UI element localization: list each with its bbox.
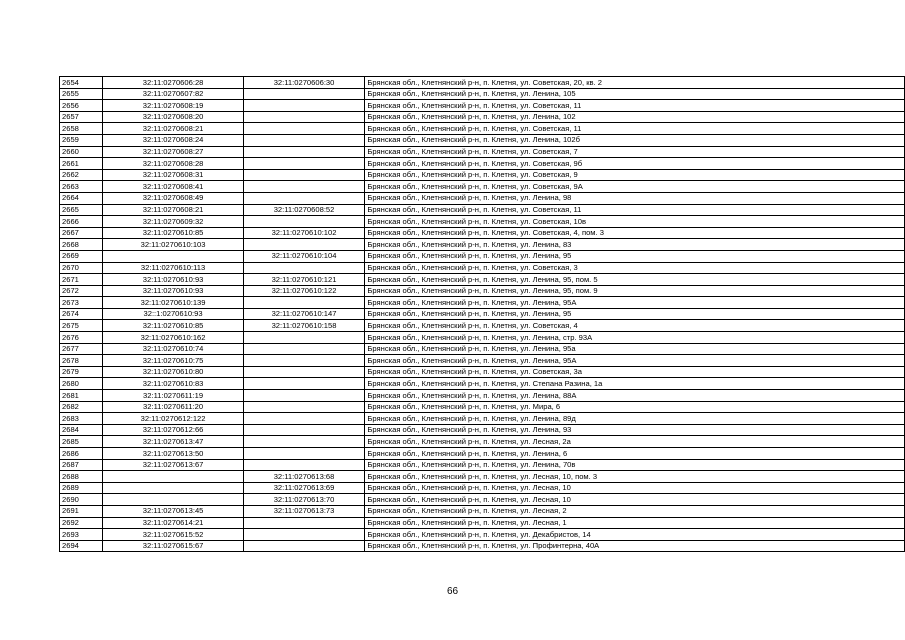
cadastral-number-cell	[103, 494, 243, 506]
record-number-cell: 2673	[60, 297, 103, 309]
address-cell: Брянская обл., Клетнянский р-н, п. Клетня, ул. Ленина, 95	[365, 308, 905, 320]
table-row	[60, 274, 905, 286]
table-row	[60, 332, 905, 344]
table-row	[60, 482, 905, 494]
record-number-cell: 2694	[60, 540, 103, 552]
address-cell: Брянская обл., Клетнянский р-н, п. Клетня, ул. Профинтерна, 40А	[365, 540, 905, 552]
cadastral-number-cell: 32:11:0270610:162	[103, 332, 243, 344]
cadastral-number-cell: 32:11:0270608:20	[103, 111, 243, 123]
object-cadastral-number-cell	[243, 540, 365, 552]
address-cell: Брянская обл., Клетнянский р-н, п. Клетня, ул. Советская, 9	[365, 169, 905, 181]
record-number-cell: 2686	[60, 448, 103, 460]
records-table	[59, 76, 905, 552]
cadastral-number-cell: 32:11:0270608:28	[103, 158, 243, 170]
object-cadastral-number-cell	[243, 111, 365, 123]
table-row	[60, 320, 905, 332]
cadastral-number-cell: 32:11:0270606:28	[103, 77, 243, 89]
cadastral-number-cell: 32:11:0270608:31	[103, 169, 243, 181]
object-cadastral-number-cell: 32:11:0270613:70	[243, 494, 365, 506]
object-cadastral-number-cell	[243, 343, 365, 355]
record-number-cell: 2677	[60, 343, 103, 355]
record-number-cell: 2674	[60, 308, 103, 320]
object-cadastral-number-cell	[243, 100, 365, 112]
record-number-cell: 2671	[60, 274, 103, 286]
cadastral-number-cell: 32:11:0270610:80	[103, 366, 243, 378]
record-number-cell: 2663	[60, 181, 103, 193]
table-row	[60, 100, 905, 112]
table-row	[60, 401, 905, 413]
address-cell: Брянская обл., Клетнянский р-н, п. Клетня, ул. Советская, 7	[365, 146, 905, 158]
address-cell: Брянская обл., Клетнянский р-н, п. Клетня, ул. Советская, 20, кв. 2	[365, 77, 905, 89]
object-cadastral-number-cell: 32:11:0270608:52	[243, 204, 365, 216]
object-cadastral-number-cell	[243, 146, 365, 158]
cadastral-number-cell: 32:11:0270611:20	[103, 401, 243, 413]
address-cell: Брянская обл., Клетнянский р-н, п. Клетня, ул. Степана Разина, 1а	[365, 378, 905, 390]
address-cell: Брянская обл., Клетнянский р-н, п. Клетня, ул. Ленина, стр. 93А	[365, 332, 905, 344]
page-number: 66	[446, 586, 459, 597]
cadastral-number-cell: 32:11:0270608:21	[103, 123, 243, 135]
object-cadastral-number-cell	[243, 158, 365, 170]
table-row	[60, 471, 905, 483]
cadastral-number-cell: 32:11:0270610:75	[103, 355, 243, 367]
table-row	[60, 355, 905, 367]
address-cell: Брянская обл., Клетнянский р-н, п. Клетня, ул. Лесная, 10	[365, 482, 905, 494]
record-number-cell: 2688	[60, 471, 103, 483]
table-row	[60, 134, 905, 146]
record-number-cell: 2689	[60, 482, 103, 494]
cadastral-number-cell	[103, 482, 243, 494]
record-number-cell: 2658	[60, 123, 103, 135]
address-cell: Брянская обл., Клетнянский р-н, п. Клетня, ул. Советская, 4, пом. 3	[365, 227, 905, 239]
record-number-cell: 2654	[60, 77, 103, 89]
address-cell: Брянская обл., Клетнянский р-н, п. Клетня, ул. Лесная, 10, пом. 3	[365, 471, 905, 483]
record-number-cell: 2683	[60, 413, 103, 425]
record-number-cell: 2678	[60, 355, 103, 367]
cadastral-number-cell: 32:11:0270612:66	[103, 424, 243, 436]
table-row	[60, 529, 905, 541]
table-row	[60, 505, 905, 517]
object-cadastral-number-cell	[243, 181, 365, 193]
table-row	[60, 378, 905, 390]
address-cell: Брянская обл., Клетнянский р-н, п. Клетня, ул. Советская, 11	[365, 123, 905, 135]
cadastral-number-cell: 32:11:0270608:19	[103, 100, 243, 112]
cadastral-number-cell: 32:11:0270613:67	[103, 459, 243, 471]
object-cadastral-number-cell	[243, 192, 365, 204]
address-cell: Брянская обл., Клетнянский р-н, п. Клетня, ул. Советская, 9б	[365, 158, 905, 170]
record-number-cell: 2691	[60, 505, 103, 517]
record-number-cell: 2687	[60, 459, 103, 471]
object-cadastral-number-cell	[243, 332, 365, 344]
object-cadastral-number-cell	[243, 216, 365, 228]
address-cell: Брянская обл., Клетнянский р-н, п. Клетня, ул. Ленина, 98	[365, 192, 905, 204]
table-row	[60, 517, 905, 529]
object-cadastral-number-cell: 32:11:0270610:104	[243, 250, 365, 262]
object-cadastral-number-cell	[243, 529, 365, 541]
cadastral-number-cell: 32:11:0270610:74	[103, 343, 243, 355]
record-number-cell: 2693	[60, 529, 103, 541]
address-cell: Брянская обл., Клетнянский р-н, п. Клетня, ул. Ленина, 95	[365, 250, 905, 262]
cadastral-number-cell: 32:11:0270613:50	[103, 448, 243, 460]
address-cell: Брянская обл., Клетнянский р-н, п. Клетня, ул. Мира, 6	[365, 401, 905, 413]
address-cell: Брянская обл., Клетнянский р-н, п. Клетня, ул. Советская, 10в	[365, 216, 905, 228]
table-row	[60, 366, 905, 378]
records-table-body	[60, 77, 905, 552]
table-row	[60, 297, 905, 309]
record-number-cell: 2655	[60, 88, 103, 100]
object-cadastral-number-cell	[243, 424, 365, 436]
address-cell: Брянская обл., Клетнянский р-н, п. Клетня, ул. Ленина, 95, пом. 5	[365, 274, 905, 286]
table-row	[60, 227, 905, 239]
address-cell: Брянская обл., Клетнянский р-н, п. Клетня, ул. Декабристов, 14	[365, 529, 905, 541]
record-number-cell: 2667	[60, 227, 103, 239]
table-row	[60, 413, 905, 425]
object-cadastral-number-cell	[243, 436, 365, 448]
address-cell: Брянская обл., Клетнянский р-н, п. Клетня, ул. Ленина, 102б	[365, 134, 905, 146]
cadastral-number-cell: 32:11:0270607:82	[103, 88, 243, 100]
table-row	[60, 146, 905, 158]
address-cell: Брянская обл., Клетнянский р-н, п. Клетня, ул. Ленина, 95А	[365, 297, 905, 309]
record-number-cell: 2668	[60, 239, 103, 251]
table-row	[60, 285, 905, 297]
cadastral-number-cell	[103, 250, 243, 262]
record-number-cell: 2692	[60, 517, 103, 529]
cadastral-number-cell: 32:11:0270610:93	[103, 274, 243, 286]
object-cadastral-number-cell	[243, 123, 365, 135]
cadastral-number-cell: 32:11:0270615:67	[103, 540, 243, 552]
table-row	[60, 494, 905, 506]
record-number-cell: 2682	[60, 401, 103, 413]
address-cell: Брянская обл., Клетнянский р-н, п. Клетня, ул. Лесная, 1	[365, 517, 905, 529]
address-cell: Брянская обл., Клетнянский р-н, п. Клетня, ул. Советская, 4	[365, 320, 905, 332]
table-row	[60, 390, 905, 402]
object-cadastral-number-cell: 32:11:0270610:121	[243, 274, 365, 286]
object-cadastral-number-cell	[243, 459, 365, 471]
record-number-cell: 2657	[60, 111, 103, 123]
cadastral-number-cell: 32:11:0270615:52	[103, 529, 243, 541]
table-row	[60, 192, 905, 204]
object-cadastral-number-cell	[243, 401, 365, 413]
object-cadastral-number-cell: 32:11:0270610:122	[243, 285, 365, 297]
record-number-cell: 2679	[60, 366, 103, 378]
record-number-cell: 2660	[60, 146, 103, 158]
address-cell: Брянская обл., Клетнянский р-н, п. Клетня, ул. Лесная, 2а	[365, 436, 905, 448]
cadastral-number-cell: 32:11:0270608:24	[103, 134, 243, 146]
cadastral-number-cell: 32:11:0270610:85	[103, 320, 243, 332]
record-number-cell: 2681	[60, 390, 103, 402]
table-row	[60, 123, 905, 135]
cadastral-number-cell	[103, 471, 243, 483]
cadastral-number-cell: 32:11:0270611:19	[103, 390, 243, 402]
address-cell: Брянская обл., Клетнянский р-н, п. Клетня, ул. Советская, 11	[365, 204, 905, 216]
address-cell: Брянская обл., Клетнянский р-н, п. Клетня, ул. Ленина, 70в	[365, 459, 905, 471]
record-number-cell: 2662	[60, 169, 103, 181]
table-row	[60, 448, 905, 460]
cadastral-number-cell: 32:11:0270610:139	[103, 297, 243, 309]
cadastral-number-cell: 32:11:0270610:103	[103, 239, 243, 251]
record-number-cell: 2666	[60, 216, 103, 228]
address-cell: Брянская обл., Клетнянский р-н, п. Клетня, ул. Ленина, 105	[365, 88, 905, 100]
object-cadastral-number-cell	[243, 366, 365, 378]
table-row	[60, 343, 905, 355]
record-number-cell: 2670	[60, 262, 103, 274]
address-cell: Брянская обл., Клетнянский р-н, п. Клетня, ул. Ленина, 89д	[365, 413, 905, 425]
record-number-cell: 2656	[60, 100, 103, 112]
object-cadastral-number-cell	[243, 262, 365, 274]
table-row	[60, 540, 905, 552]
object-cadastral-number-cell	[243, 297, 365, 309]
object-cadastral-number-cell	[243, 390, 365, 402]
address-cell: Брянская обл., Клетнянский р-н, п. Клетня, ул. Советская, 3а	[365, 366, 905, 378]
table-row	[60, 216, 905, 228]
object-cadastral-number-cell: 32:11:0270606:30	[243, 77, 365, 89]
record-number-cell: 2676	[60, 332, 103, 344]
table-row	[60, 308, 905, 320]
address-cell: Брянская обл., Клетнянский р-н, п. Клетня, ул. Ленина, 102	[365, 111, 905, 123]
record-number-cell: 2675	[60, 320, 103, 332]
table-row	[60, 424, 905, 436]
table-row	[60, 158, 905, 170]
record-number-cell: 2661	[60, 158, 103, 170]
address-cell: Брянская обл., Клетнянский р-н, п. Клетня, ул. Ленина, 95а	[365, 343, 905, 355]
object-cadastral-number-cell: 32:11:0270610:147	[243, 308, 365, 320]
cadastral-number-cell: 32:11:0270608:27	[103, 146, 243, 158]
record-number-cell: 2669	[60, 250, 103, 262]
table-row	[60, 250, 905, 262]
cadastral-number-cell: 32:11:0270610:93	[103, 285, 243, 297]
cadastral-number-cell: 32:11:0270608:41	[103, 181, 243, 193]
address-cell: Брянская обл., Клетнянский р-н, п. Клетня, ул. Ленина, 93	[365, 424, 905, 436]
object-cadastral-number-cell	[243, 448, 365, 460]
table-row	[60, 77, 905, 89]
table-row	[60, 169, 905, 181]
object-cadastral-number-cell	[243, 169, 365, 181]
record-number-cell: 2672	[60, 285, 103, 297]
object-cadastral-number-cell	[243, 378, 365, 390]
cadastral-number-cell: 32:11:0270612:122	[103, 413, 243, 425]
cadastral-number-cell: 32:11:0270613:47	[103, 436, 243, 448]
object-cadastral-number-cell	[243, 239, 365, 251]
object-cadastral-number-cell: 32:11:0270610:158	[243, 320, 365, 332]
object-cadastral-number-cell	[243, 134, 365, 146]
address-cell: Брянская обл., Клетнянский р-н, п. Клетня, ул. Ленина, 6	[365, 448, 905, 460]
table-row	[60, 181, 905, 193]
table-row	[60, 88, 905, 100]
table-row	[60, 262, 905, 274]
object-cadastral-number-cell	[243, 413, 365, 425]
address-cell: Брянская обл., Клетнянский р-н, п. Клетня, ул. Ленина, 83	[365, 239, 905, 251]
address-cell: Брянская обл., Клетнянский р-н, п. Клетня, ул. Ленина, 88А	[365, 390, 905, 402]
cadastral-number-cell: 32:11:0270610:113	[103, 262, 243, 274]
address-cell: Брянская обл., Клетнянский р-н, п. Клетня, ул. Лесная, 10	[365, 494, 905, 506]
address-cell: Брянская обл., Клетнянский р-н, п. Клетня, ул. Советская, 11	[365, 100, 905, 112]
table-row	[60, 111, 905, 123]
object-cadastral-number-cell	[243, 88, 365, 100]
object-cadastral-number-cell	[243, 355, 365, 367]
object-cadastral-number-cell: 32:11:0270613:68	[243, 471, 365, 483]
cadastral-number-cell: 32:11:0270608:49	[103, 192, 243, 204]
record-number-cell: 2680	[60, 378, 103, 390]
address-cell: Брянская обл., Клетнянский р-н, п. Клетня, ул. Советская, 3	[365, 262, 905, 274]
cadastral-number-cell: 32:11:0270610:85	[103, 227, 243, 239]
record-number-cell: 2659	[60, 134, 103, 146]
object-cadastral-number-cell: 32:11:0270613:73	[243, 505, 365, 517]
record-number-cell: 2685	[60, 436, 103, 448]
object-cadastral-number-cell: 32:11:0270613:69	[243, 482, 365, 494]
table-row	[60, 239, 905, 251]
address-cell: Брянская обл., Клетнянский р-н, п. Клетня, ул. Ленина, 95А	[365, 355, 905, 367]
cadastral-number-cell: 32:11:0270610:83	[103, 378, 243, 390]
cadastral-number-cell: 32:11:0270613:45	[103, 505, 243, 517]
record-number-cell: 2664	[60, 192, 103, 204]
record-number-cell: 2684	[60, 424, 103, 436]
object-cadastral-number-cell	[243, 517, 365, 529]
cadastral-number-cell: 32:11:0270609:32	[103, 216, 243, 228]
address-cell: Брянская обл., Клетнянский р-н, п. Клетня, ул. Ленина, 95, пом. 9	[365, 285, 905, 297]
record-number-cell: 2690	[60, 494, 103, 506]
object-cadastral-number-cell: 32:11:0270610:102	[243, 227, 365, 239]
record-number-cell: 2665	[60, 204, 103, 216]
cadastral-number-cell: 32:11:0270608:21	[103, 204, 243, 216]
address-cell: Брянская обл., Клетнянский р-н, п. Клетня, ул. Советская, 9А	[365, 181, 905, 193]
table-row	[60, 459, 905, 471]
address-cell: Брянская обл., Клетнянский р-н, п. Клетня, ул. Лесная, 2	[365, 505, 905, 517]
table-row	[60, 436, 905, 448]
cadastral-number-cell: 32::1:0270610:93	[103, 308, 243, 320]
table-row	[60, 204, 905, 216]
cadastral-number-cell: 32:11:0270614:21	[103, 517, 243, 529]
